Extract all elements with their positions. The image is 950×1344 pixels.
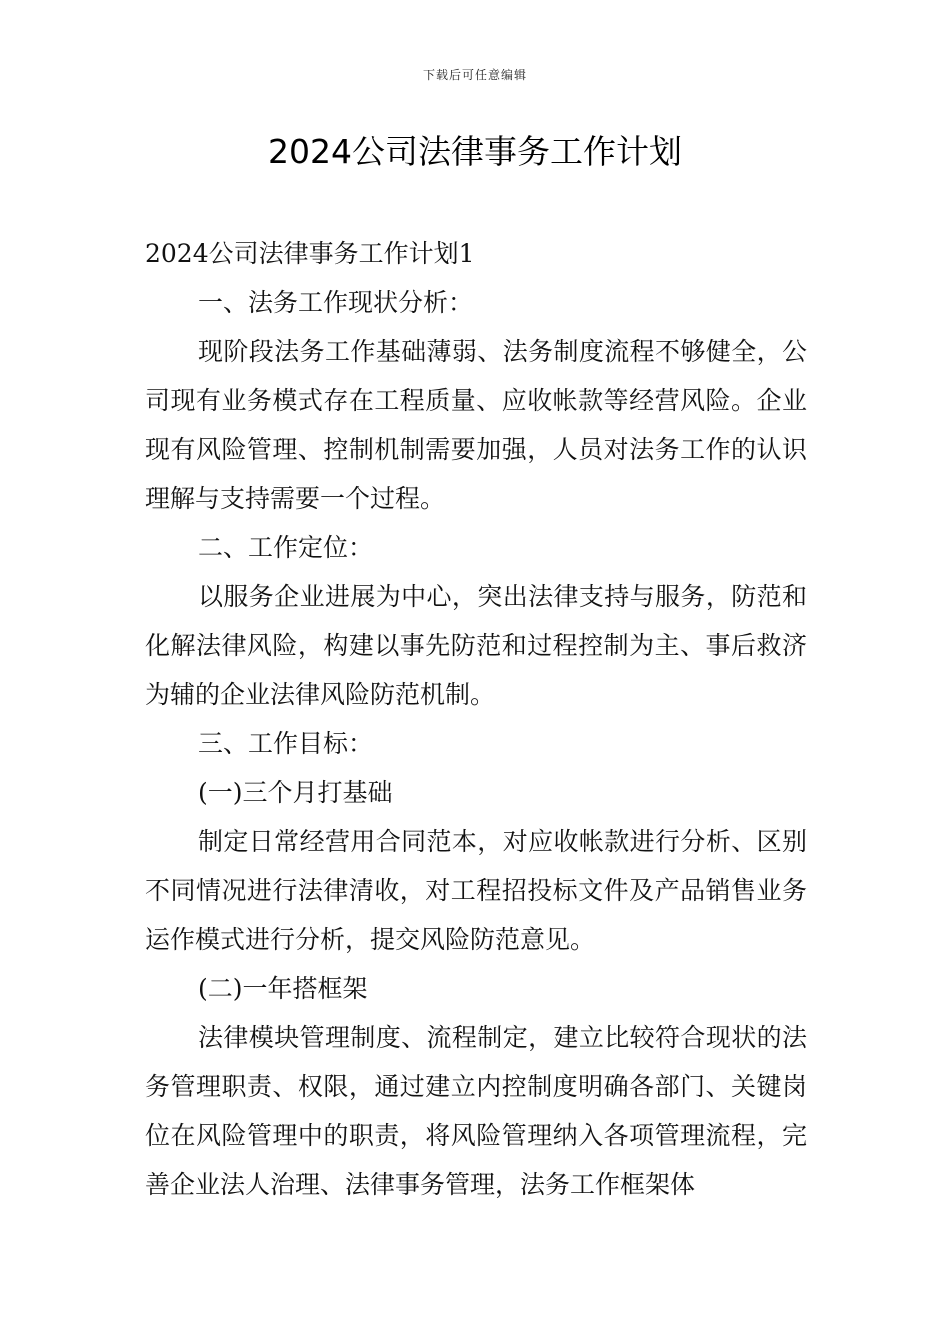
document-body	[145, 229, 807, 1209]
subheading-one-year: (二)一年搭框架	[198, 974, 368, 1003]
heading-work-positioning: 二、工作定位：	[198, 533, 374, 562]
paragraph-one-year: 法律模块管理制度、流程制定，建立比较符合现状的法务管理职责、权限，通过建立内控制度明确各部门、关键岗位在风险管理中的职责，将风险管理纳入各项管理流程，完善企业法人治理、法律事务管理，法务工作框架体	[145, 1023, 807, 1199]
subheading-three-months: (一)三个月打基础	[198, 778, 393, 807]
heading-work-goals: 三、工作目标：	[198, 729, 374, 758]
section-heading-plan-1: 2024公司法律事务工作计划1	[145, 239, 475, 268]
paragraph-status-analysis: 现阶段法务工作基础薄弱、法务制度流程不够健全，公司现有业务模式存在工程质量、应收帐款等经营风险。企业现有风险管理、控制机制需要加强，人员对法务工作的认识理解与支持需要一个过程。	[145, 337, 807, 513]
heading-status-analysis: 一、法务工作现状分析：	[198, 288, 474, 317]
document-title: 2024公司法律事务工作计划	[268, 132, 682, 171]
header-note: 下载后可任意编辑	[422, 68, 527, 82]
paragraph-work-positioning: 以服务企业进展为中心，突出法律支持与服务，防范和化解法律风险，构建以事先防范和过程控制为主、事后救济为辅的企业法律风险防范机制。	[145, 582, 807, 709]
paragraph-three-months: 制定日常经营用合同范本，对应收帐款进行分析、区别不同情况进行法律清收，对工程招投标文件及产品销售业务运作模式进行分析，提交风险防范意见。	[145, 827, 807, 954]
